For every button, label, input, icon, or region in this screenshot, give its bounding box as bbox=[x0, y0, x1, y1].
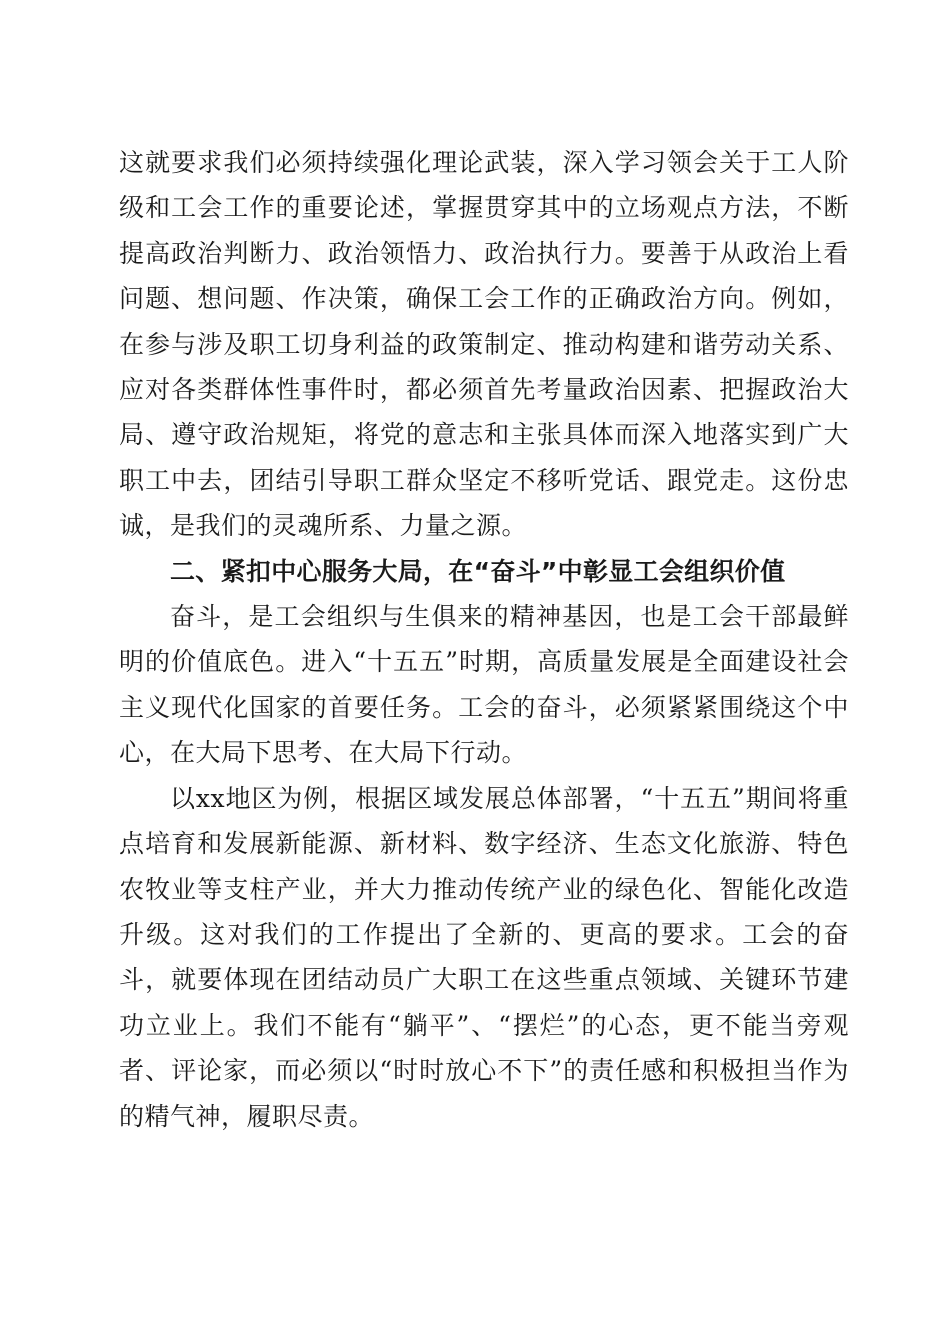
paragraph-continuation: 这就要求我们必须持续强化理论武装，深入学习领会关于工人阶级和工会工作的重要论述，掌握贯穿其中的立场观点方法，不断提高政治判断力、政治领悟力、政治执行力。要善于从政治上看问题、想问题、作决策，确保工会工作的正确政治方向。例如，在参与涉及职工切身利益的政策制定、推动构建和谐劳动关系、应对各类群体性事件时，都必须首先考量政治因素、把握政治大局、遵守政治规矩，将党的意志和主张具体而深入地落实到广大职工中去，团结引导职工群众坚定不移听党话、跟党走。这份忠诚，是我们的灵魂所系、力量之源。 bbox=[119, 148, 849, 541]
paragraph-regional-example: 以xx地区为例，根据区域发展总体部署，“十五五”期间将重点培育和发展新能源、新材料、数字经济、生态文化旅游、特色农牧业等支柱产业，并大力推动传统产业的绿色化、智能化改造升级。这对我们的工作提出了全新的、更高的要求。工会的奋斗，就要体现在团结动员广大职工在这些重点领域、关键环节建功立业上。我们不能有“躺平”、“摆烂”的心态，更不能当旁观者、评论家，而必须以“时时放心不下”的责任感和积极担当作为的精气神，履职尽责。 bbox=[119, 783, 849, 1131]
paragraph-struggle-intro: 奋斗，是工会组织与生俱来的精神基因，也是工会干部最鲜明的价值底色。进入“十五五”时期，高质量发展是全面建设社会主义现代化国家的首要任务。工会的奋斗，必须紧紧围绕这个中心，在大局下思考、在大局下行动。 bbox=[119, 602, 849, 768]
document-body bbox=[119, 140, 849, 1139]
section-heading: 二、紧扣中心服务大局，在“奋斗”中彰显工会组织价值 bbox=[170, 556, 786, 586]
